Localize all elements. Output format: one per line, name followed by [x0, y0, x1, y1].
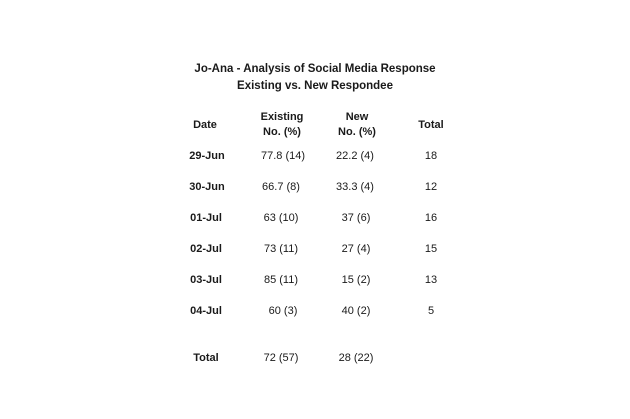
row-date: 03-Jul	[190, 274, 222, 286]
row-new: 40 (2)	[341, 305, 371, 317]
row-date: 30-Jun	[189, 181, 225, 193]
report-subtitle: Existing vs. New Respondee	[237, 80, 393, 92]
total-existing: 72 (57)	[263, 352, 299, 364]
row-total: 12	[424, 181, 438, 193]
row-new: 33.3 (4)	[336, 181, 374, 193]
row-new: 37 (6)	[341, 212, 371, 224]
row-date: 01-Jul	[190, 212, 222, 224]
report-title: Jo-Ana - Analysis of Social Media Response	[194, 63, 436, 75]
row-existing: 73 (11)	[263, 243, 299, 255]
row-existing: 66.7 (8)	[262, 181, 300, 193]
total-label: Total	[193, 352, 219, 364]
row-total: 16	[424, 212, 438, 224]
row-total: 15	[424, 243, 438, 255]
row-new: 27 (4)	[341, 243, 371, 255]
row-existing: 63 (10)	[263, 212, 299, 224]
header-total: Total	[418, 119, 444, 131]
header-new: New	[345, 111, 369, 123]
row-new: 22.2 (4)	[336, 150, 374, 162]
row-existing: 85 (11)	[263, 274, 299, 286]
row-existing: 77.8 (14)	[260, 150, 306, 162]
row-date: 29-Jun	[189, 150, 225, 162]
row-total: 5	[427, 305, 435, 317]
row-total: 13	[424, 274, 438, 286]
row-date: 02-Jul	[190, 243, 222, 255]
header-existing-unit: No. (%)	[263, 126, 301, 138]
row-date: 04-Jul	[190, 305, 222, 317]
row-new: 15 (2)	[341, 274, 371, 286]
total-new: 28 (22)	[338, 352, 374, 364]
header-existing: Existing	[260, 111, 304, 123]
row-total: 18	[424, 150, 438, 162]
header-new-unit: No. (%)	[338, 126, 376, 138]
row-existing: 60 (3)	[268, 305, 298, 317]
header-date: Date	[193, 119, 217, 131]
